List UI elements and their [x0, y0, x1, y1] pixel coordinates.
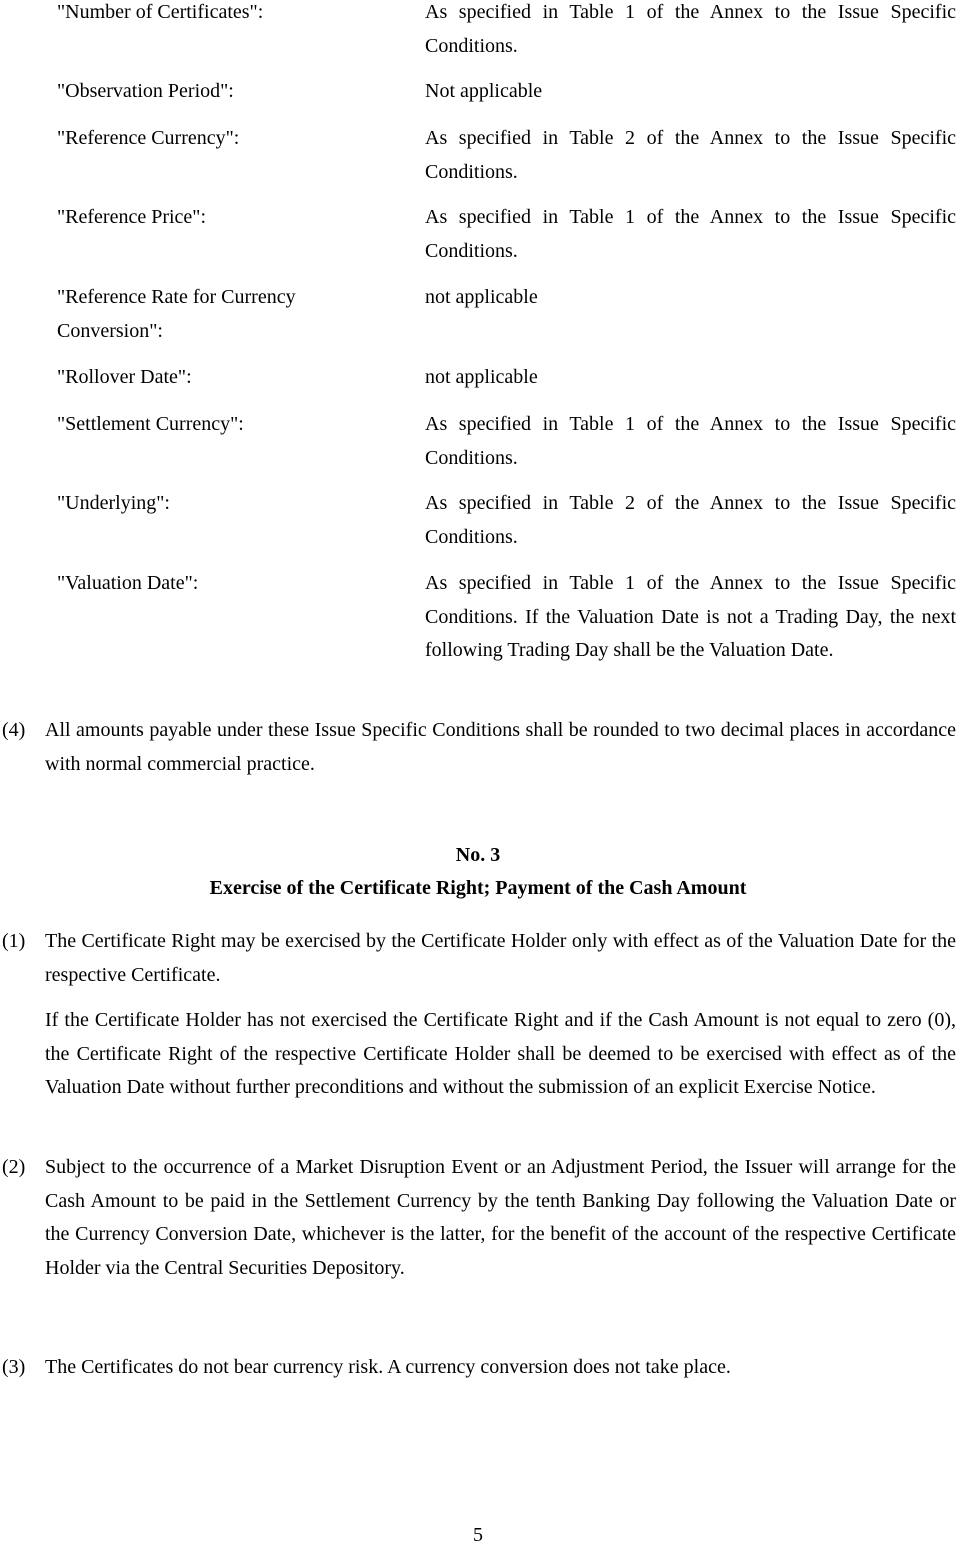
- definition-value: As specified in Table 2 of the Annex to the Issue Specific Conditions.: [425, 127, 956, 183]
- paragraph-number: (1): [2, 930, 26, 952]
- paragraph-text: Subject to the occurrence of a Market Disruption Event or an Adjustment Period, the Issuer will arrange for the Cash Amount to be paid in the Settlement Currency by the tenth Banking Day following the Valuation Date or the Currency Conversion Date, whichever is the latter, for the benefit of the account of the respective Certificate Holder via the Central Securities Depository.: [45, 1156, 956, 1279]
- definition-value: As specified in Table 1 of the Annex to the Issue Specific Conditions.: [425, 206, 956, 262]
- paragraph-number: (4): [2, 719, 26, 741]
- paragraph-text: The Certificate Right may be exercised by the Certificate Holder only with effect as of the Valuation Date for the respective Certificate.: [45, 930, 956, 986]
- definition-term: "Number of Certificates":: [57, 1, 264, 23]
- definition-value: not applicable: [425, 366, 538, 388]
- paragraph-text: The Certificates do not bear currency risk. A currency conversion does not take place.: [45, 1356, 731, 1378]
- paragraph-number: (2): [2, 1156, 26, 1178]
- definition-term: "Rollover Date":: [57, 366, 192, 388]
- section-number: No. 3: [455, 844, 501, 866]
- definition-term: "Settlement Currency":: [57, 413, 244, 435]
- page-number: 5: [473, 1524, 483, 1546]
- paragraph-number: (3): [2, 1356, 26, 1378]
- paragraph-text: All amounts payable under these Issue Specific Conditions shall be rounded to two decimal places in accordance with normal commercial practice.: [45, 719, 956, 775]
- definition-value: As specified in Table 1 of the Annex to the Issue Specific Conditions. If the Valuation Date is not a Trading Day, the next following Trading Day shall be the Valuation Date.: [425, 572, 956, 661]
- paragraph-text: If the Certificate Holder has not exercised the Certificate Right and if the Cash Amount is not equal to zero (0), the Certificate Right of the respective Certificate Holder shall be deemed to be exercised with effect as of the Valuation Date without further preconditions and without the submission of an explicit Exercise Notice.: [45, 1009, 956, 1098]
- definition-term: "Reference Rate for Currency Conversion":: [57, 286, 296, 342]
- definition-value: not applicable: [425, 286, 538, 308]
- definition-value: Not applicable: [425, 80, 543, 102]
- definition-term: "Reference Currency":: [57, 127, 240, 149]
- definition-term: "Valuation Date":: [57, 572, 199, 594]
- definition-term: "Underlying":: [57, 492, 170, 514]
- definition-term: "Observation Period":: [57, 80, 234, 102]
- definition-value: As specified in Table 2 of the Annex to the Issue Specific Conditions.: [425, 492, 956, 548]
- definition-value: As specified in Table 1 of the Annex to the Issue Specific Conditions.: [425, 1, 956, 57]
- definition-term: "Reference Price":: [57, 206, 207, 228]
- definition-value: As specified in Table 1 of the Annex to the Issue Specific Conditions.: [425, 413, 956, 469]
- section-title: Exercise of the Certificate Right; Payment of the Cash Amount: [209, 877, 747, 899]
